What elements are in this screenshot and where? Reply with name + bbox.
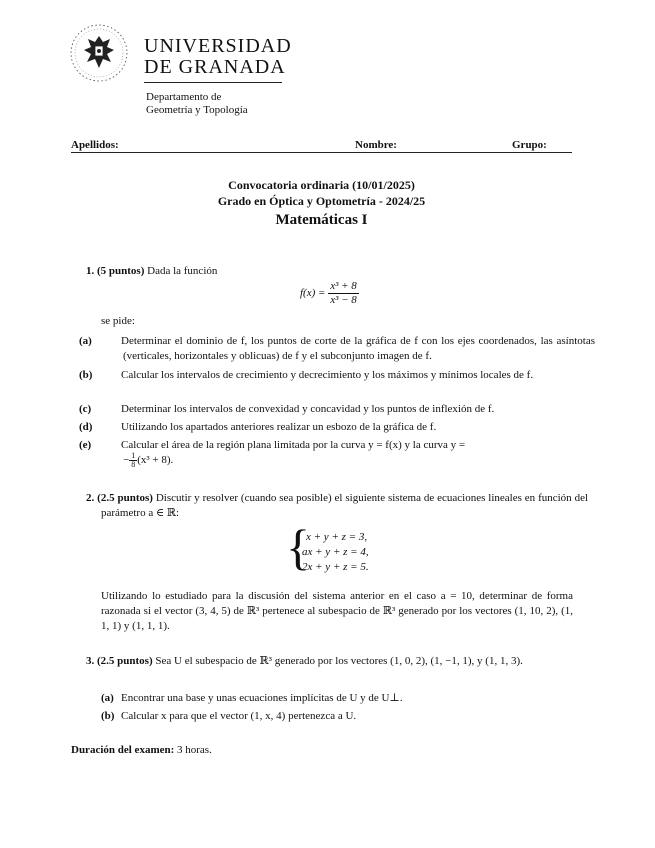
q1-header (86, 264, 572, 279)
exam-title-line2: Grado en Óptica y Optometría - 2024/25 (217, 194, 426, 208)
q1-item-e-frac-den: 8 (131, 460, 136, 469)
q1-item-c-text: Determinar los intervalos de convexidad y concavidad y los puntos de inflexión de f. (121, 403, 495, 415)
q1-item-a (79, 334, 595, 364)
q2-system (286, 519, 396, 576)
q3-item-a-text: Encontrar una base y unas ecuaciones implícitas de U y de U⊥. (121, 692, 403, 704)
q3-block (86, 654, 588, 669)
q1-item-e-line2 (123, 452, 173, 469)
q3-item-b-text: Calcular x para que el vector (1, x, 4) pertenezca a U. (121, 710, 357, 722)
duration-value: 3 horas. (177, 744, 212, 756)
q1-item-e-minus: − (123, 454, 130, 467)
q1-item-e-post: (x³ + 8). (137, 454, 174, 467)
q1-item-b-text: Calcular los intervalos de crecimiento y decrecimiento y los máximos y mínimos locales de f. (121, 369, 534, 381)
q1-item-e-text-line1: Calcular el área de la región plana limitada por la curva y = f(x) y la curva y = (121, 439, 466, 451)
university-name-line1: UNIVERSIDAD (144, 35, 292, 57)
q1-item-c (79, 402, 595, 417)
q1-intro: Dada la función (147, 265, 218, 277)
q1-points: (5 puntos) (97, 265, 145, 277)
surname-label: Apellidos: (71, 139, 119, 151)
q2-intro: Discutir y resolver (cuando sea posible) el siguiente sistema de ecuaciones lineales en función del parámetro a ∈ ℝ: (101, 492, 589, 519)
q3-points: (2.5 puntos) (97, 655, 153, 667)
q2-followup: Utilizando lo estudiado para la discusión del sistema anterior en el caso a = 10, determinar de forma razonada si el vector (3, 4, 5) de ℝ³ pertenece al subespacio de ℝ³ generado por los vectores (1, 10, 2), (1, 1, 1) y (1, 1, 1). (101, 590, 573, 632)
fields-divider (71, 152, 572, 153)
exam-title-line1: Convocatoria ordinaria (10/01/2025) (228, 178, 415, 192)
q1-item-c-label: (c) (79, 403, 92, 415)
department-line1: Departamento de (146, 91, 222, 103)
q1-item-b-label: (b) (79, 369, 93, 381)
q3-number: 3. (86, 655, 95, 667)
q1-item-d (79, 420, 595, 435)
q2-points: (2.5 puntos) (97, 492, 153, 504)
q2-eq1: x + y + z = 3, (306, 531, 368, 543)
subject-title: Matemáticas I (275, 212, 368, 228)
q3-item-b (101, 709, 573, 724)
name-label: Nombre: (355, 139, 397, 151)
q2-block (86, 491, 588, 521)
q3-intro: Sea U el subespacio de ℝ³ generado por los vectores (1, 0, 2), (1, −1, 1), y (1, 1, 3). (155, 655, 523, 667)
q1-item-a-label: (a) (79, 335, 92, 347)
q1-formula-lhs: f(x) = (300, 287, 326, 300)
q1-formula-numerator: x³ + 8 (330, 280, 357, 292)
q1-formula-denominator: x³ − 8 (330, 294, 357, 306)
exam-duration (71, 743, 212, 758)
university-name-line2: DE GRANADA (144, 56, 286, 78)
q3-item-b-label: (b) (101, 710, 115, 722)
q1-item-b (79, 368, 595, 383)
q1-item-d-label: (d) (79, 421, 93, 433)
header-divider (144, 82, 282, 83)
duration-label: Duración del examen: (71, 744, 175, 756)
q2-number: 2. (86, 492, 95, 504)
q1-ask: se pide: (101, 315, 135, 327)
group-label: Grupo: (512, 139, 547, 151)
university-seal-icon (68, 22, 130, 84)
q1-item-e-frac-num: 1 (131, 451, 136, 460)
q2-eq2: ax + y + z = 4, (302, 546, 369, 558)
q2-eq3: 2x + y + z = 5. (302, 561, 369, 573)
q2-system-brace: { (286, 519, 310, 575)
department-line2: Geometría y Topología (146, 104, 248, 116)
q1-item-d-text: Utilizando los apartados anteriores realizar un esbozo de la gráfica de f. (121, 421, 437, 433)
q1-item-e (79, 438, 595, 453)
q1-item-e-label: (e) (79, 439, 92, 451)
q3-item-a-label: (a) (101, 692, 114, 704)
q1-formula (300, 280, 359, 307)
q1-number: 1. (86, 265, 95, 277)
q1-formula-fraction (328, 280, 359, 307)
q3-item-a (101, 691, 573, 706)
q1-item-a-text: Determinar el dominio de f, los puntos de corte de la gráfica de f con los ejes coordenados, las asíntotas (verticales, horizontales y oblicuas) de f y el subconjunto imagen de f. (121, 335, 595, 362)
